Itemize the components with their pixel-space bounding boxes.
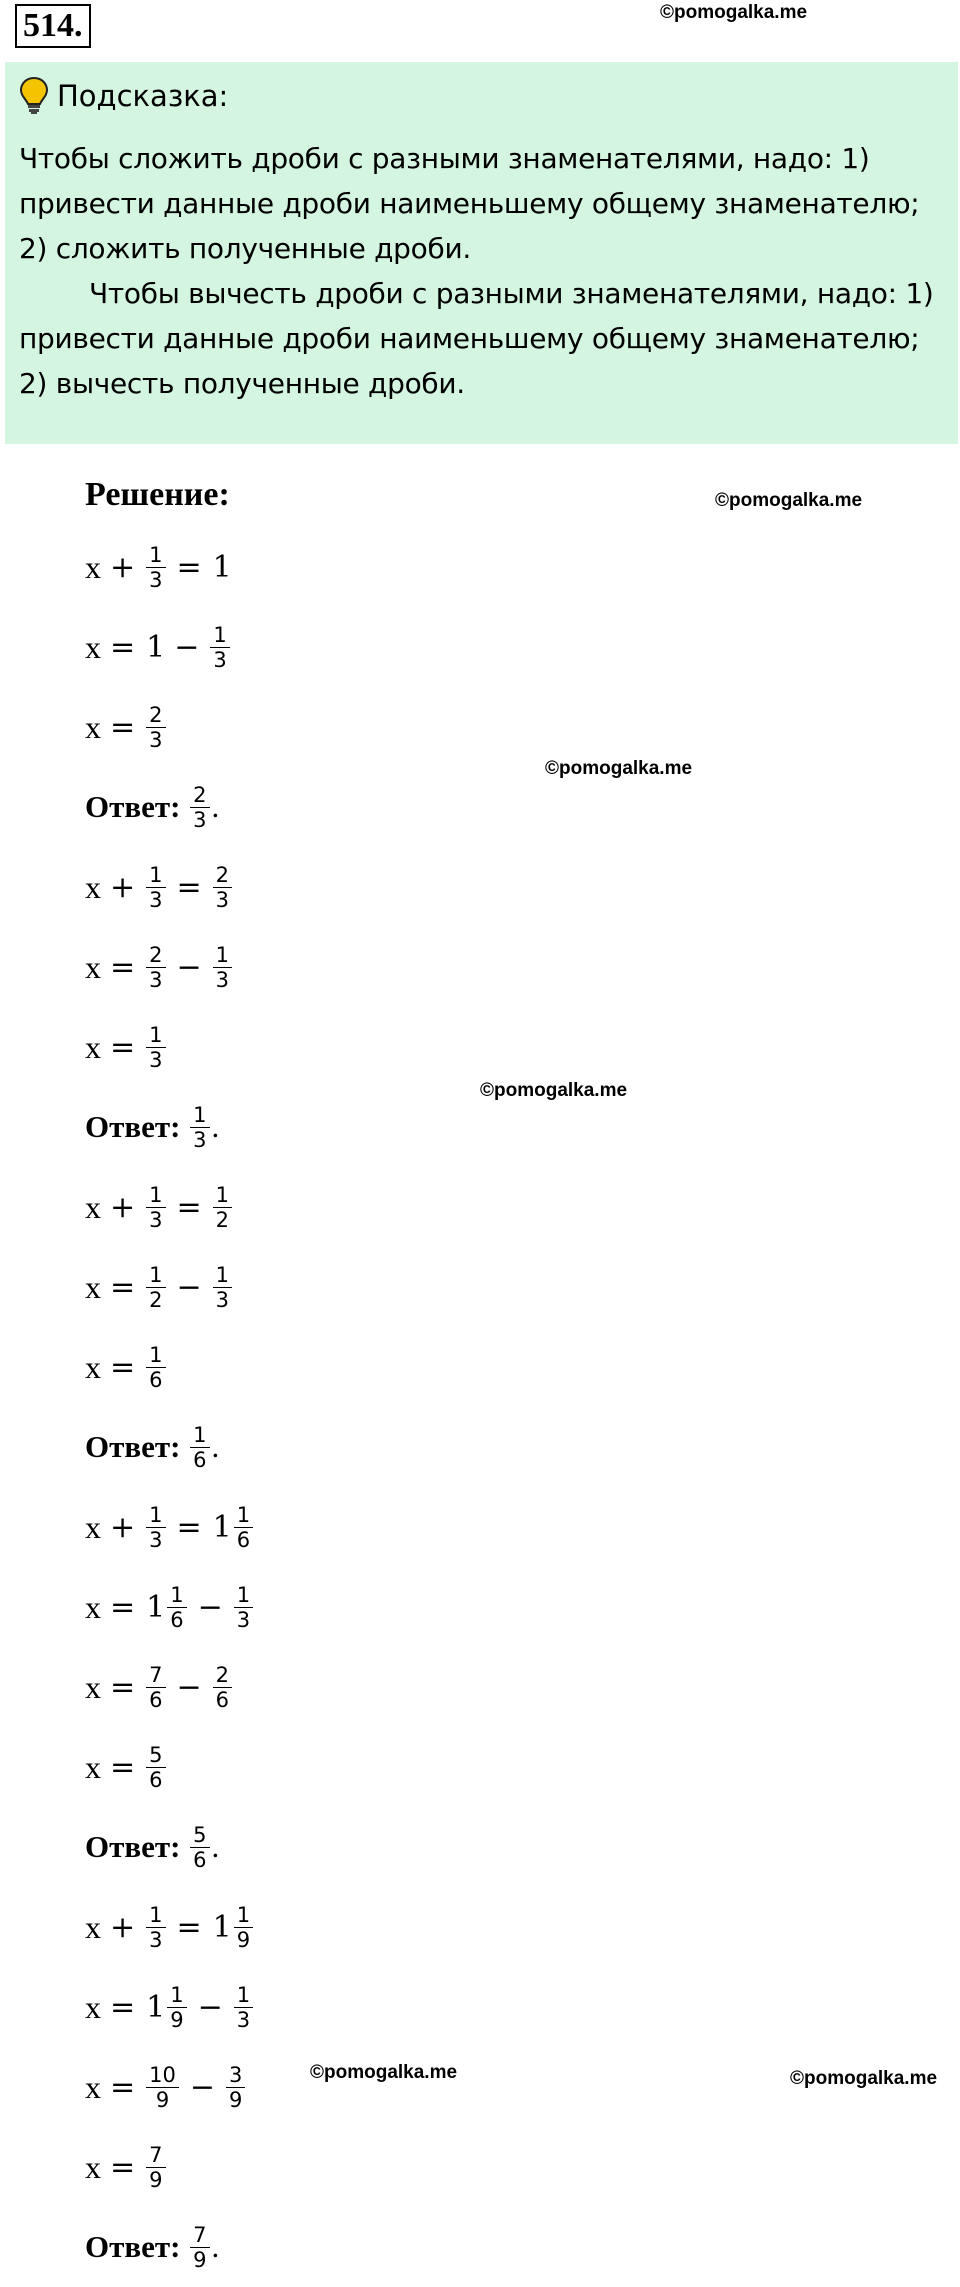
equation-line: x + $\frac{1}{3}$ = 1 $\frac{1}{6}$ <box>85 1487 885 1567</box>
equation-line: x = $\frac{1}{3}$ <box>85 1007 885 1087</box>
hint-paragraph: Чтобы сложить дроби с разными знаменателями, надо: 1) привести данные дроби наименьшему общему знаменателю; 2) сложить полученные дроби. <box>19 142 920 265</box>
fraction: $\frac{2}{3}$ <box>213 863 232 912</box>
fraction: $\frac{10}{9}$ <box>146 2063 179 2112</box>
watermark: ©pomogalka.me <box>545 758 693 779</box>
number: 1 <box>212 549 232 585</box>
answer-label: Ответ: <box>85 789 181 824</box>
fraction: $\frac{1}{6}$ <box>234 1503 253 1552</box>
equals-sign: = <box>176 549 202 585</box>
plus-sign: + <box>110 549 136 585</box>
fraction: $\frac{1}{3}$ <box>210 623 229 672</box>
fraction: $\frac{5}{6}$ <box>190 1823 209 1872</box>
answer-line: Ответ: $\frac{1}{3}$ . <box>85 1102 220 1152</box>
hint-paragraph: Чтобы вычесть дроби с разными знаменателями, надо: 1) привести данные дроби наименьшему общему знаменателю; 2) вычесть полученные дроби. <box>19 277 934 400</box>
equation-line: x + $\frac{1}{3}$ = $\frac{1}{2}$ <box>85 1167 885 1247</box>
fraction: $\frac{2}{6}$ <box>213 1663 232 1712</box>
fraction: $\frac{1}{3}$ <box>234 1583 253 1632</box>
variable: x <box>85 548 101 585</box>
hint-text <box>19 136 944 406</box>
fraction: $\frac{1}{3}$ <box>146 863 165 912</box>
fraction: $\frac{1}{3}$ <box>146 1183 165 1232</box>
watermark: ©pomogalka.me <box>790 2068 938 2089</box>
fraction: $\frac{5}{6}$ <box>146 1743 165 1792</box>
equation-line: x + $\frac{1}{3}$ = $\frac{2}{3}$ <box>85 847 885 927</box>
fraction: $\frac{1}{3}$ <box>146 1903 165 1952</box>
answer-line: Ответ: $\frac{2}{3}$ . <box>85 782 220 832</box>
fraction: $\frac{1}{3}$ <box>213 943 232 992</box>
fraction: $\frac{1}{3}$ <box>146 543 165 592</box>
fraction: $\frac{1}{6}$ <box>190 1423 209 1472</box>
answer-line: Ответ: $\frac{7}{9}$ . <box>85 2222 220 2272</box>
watermark: ©pomogalka.me <box>715 490 863 511</box>
equation-line: x = $\frac{5}{6}$ <box>85 1727 885 1807</box>
equation-line: x = $\frac{2}{3}$ <box>85 687 885 767</box>
solution-title: Решение: <box>85 476 230 513</box>
equation-line: x = $\frac{1}{2}$ − $\frac{1}{3}$ <box>85 1247 885 1327</box>
fraction: $\frac{7}{9}$ <box>146 2143 165 2192</box>
fraction: $\frac{1}{2}$ <box>213 1183 232 1232</box>
equation-line: x = 1 − $\frac{1}{3}$ <box>85 607 885 687</box>
hint-header <box>19 76 944 116</box>
equation-line: x = 1 $\frac{1}{6}$ − $\frac{1}{3}$ <box>85 1567 885 1647</box>
fraction: $\frac{1}{9}$ <box>167 1983 186 2032</box>
hint-title: Подсказка: <box>57 79 229 113</box>
fraction: $\frac{1}{9}$ <box>234 1903 253 1952</box>
fraction: $\frac{2}{3}$ <box>146 703 165 752</box>
fraction: $\frac{1}{3}$ <box>234 1983 253 2032</box>
problem-number: 514. <box>15 4 91 48</box>
fraction: $\frac{1}{2}$ <box>146 1263 165 1312</box>
fraction: $\frac{3}{9}$ <box>226 2063 245 2112</box>
equation-line: x = $\frac{7}{6}$ − $\frac{2}{6}$ <box>85 1647 885 1727</box>
fraction: $\frac{2}{3}$ <box>146 943 165 992</box>
fraction: $\frac{1}{6}$ <box>146 1343 165 1392</box>
answer-line: Ответ: $\frac{1}{6}$ . <box>85 1422 220 1472</box>
fraction: $\frac{7}{6}$ <box>146 1663 165 1712</box>
fraction: $\frac{7}{9}$ <box>190 2223 209 2272</box>
equation-line: x = $\frac{7}{9}$ <box>85 2127 885 2207</box>
solution <box>85 465 885 2287</box>
fraction: $\frac{1}{3}$ <box>146 1503 165 1552</box>
equation-line: x = $\frac{1}{6}$ <box>85 1327 885 1407</box>
lightbulb-icon <box>19 76 49 116</box>
answer-line: Ответ: $\frac{5}{6}$ . <box>85 1822 220 1872</box>
fraction: $\frac{1}{6}$ <box>167 1583 186 1632</box>
fraction: $\frac{1}{3}$ <box>213 1263 232 1312</box>
equation-line: x = $\frac{10}{9}$ − $\frac{3}{9}$ <box>85 2047 885 2127</box>
fraction: $\frac{1}{3}$ <box>146 1023 165 1072</box>
equation-line <box>85 527 885 607</box>
equation-line: x = $\frac{2}{3}$ − $\frac{1}{3}$ <box>85 927 885 1007</box>
watermark: ©pomogalka.me <box>310 2062 458 2083</box>
fraction: $\frac{2}{3}$ <box>190 783 209 832</box>
hint-box <box>5 62 958 444</box>
watermark: ©pomogalka.me <box>660 2 808 23</box>
equation-line: x + $\frac{1}{3}$ = 1 $\frac{1}{9}$ <box>85 1887 885 1967</box>
watermark: ©pomogalka.me <box>480 1080 628 1101</box>
fraction: $\frac{1}{3}$ <box>190 1103 209 1152</box>
equation-line: x = 1 $\frac{1}{9}$ − $\frac{1}{3}$ <box>85 1967 885 2047</box>
